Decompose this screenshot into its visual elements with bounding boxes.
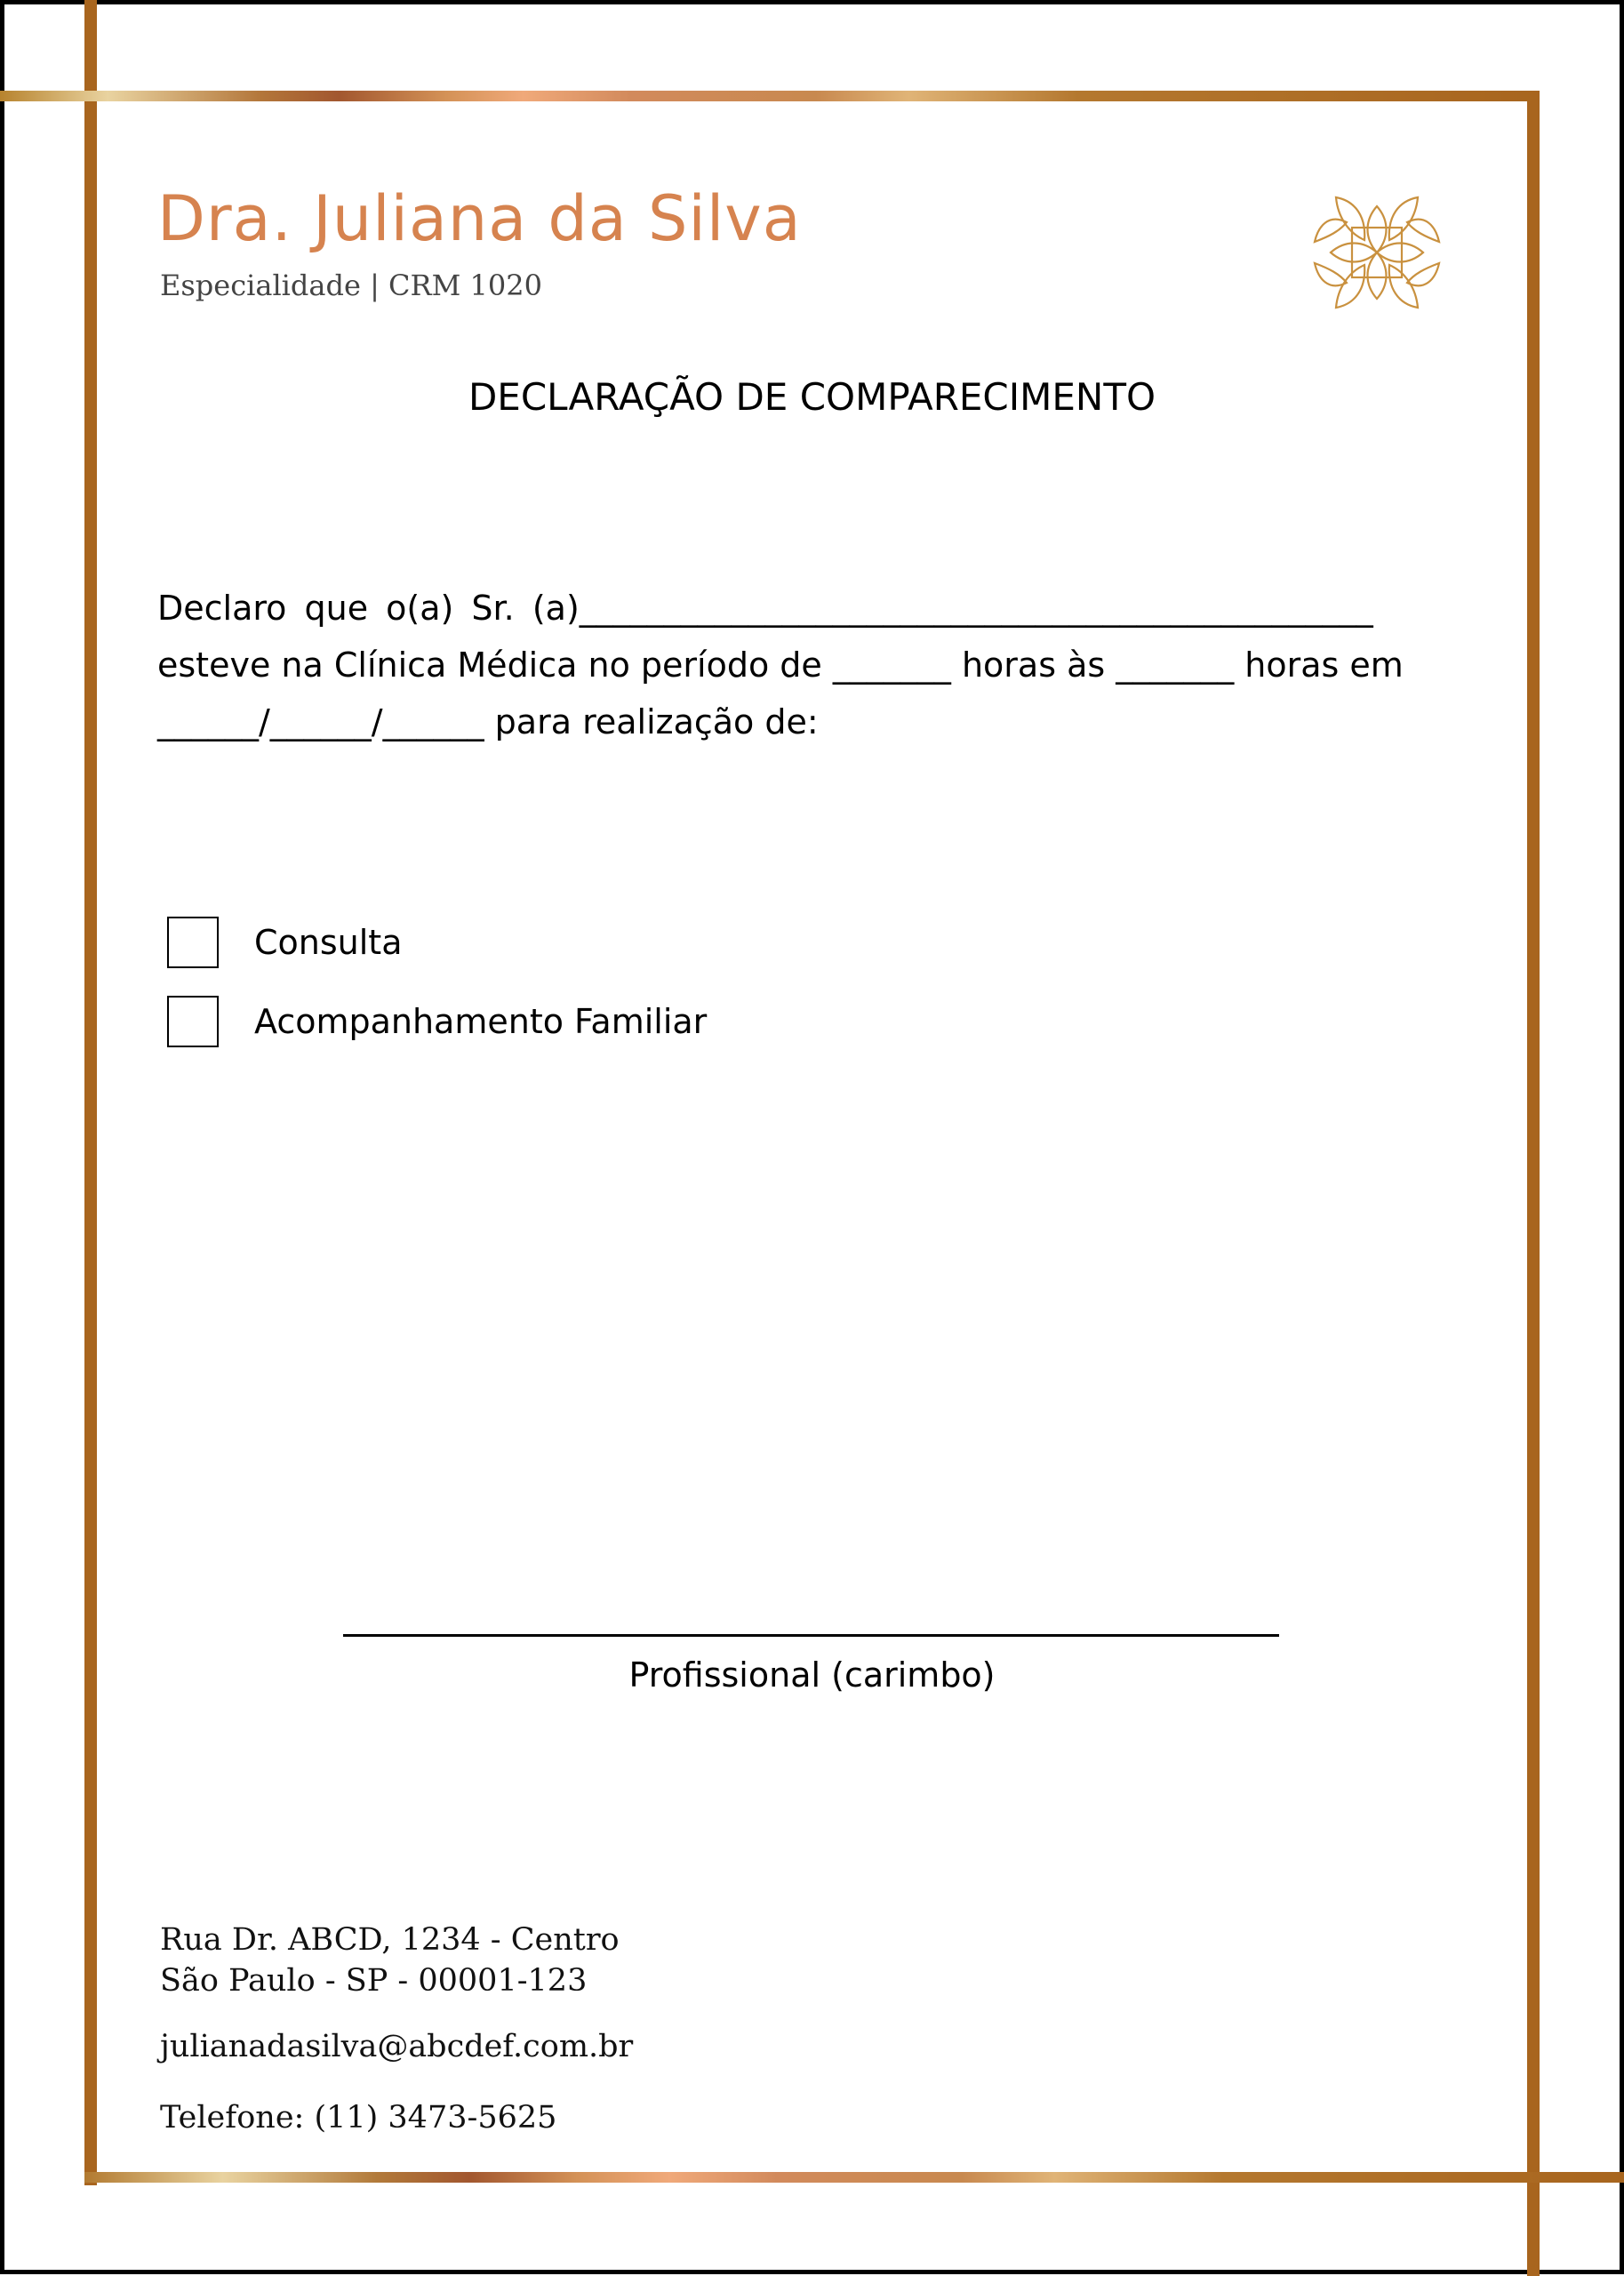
phone-text: Telefone: (11) 3473-5625 xyxy=(160,2100,557,2136)
address-line-2: São Paulo - SP - 00001-123 xyxy=(160,1963,588,1999)
frame-left-line xyxy=(84,0,97,2185)
acompanhamento-label: Acompanhamento Familiar xyxy=(254,1002,708,1041)
consulta-label: Consulta xyxy=(254,923,403,962)
declaration-line-date: ______/______/______ para realização de: xyxy=(157,702,819,741)
acompanhamento-checkbox[interactable] xyxy=(167,996,219,1047)
option-acompanhamento xyxy=(167,994,707,1049)
address-line-1: Rua Dr. ABCD, 1234 - Centro xyxy=(160,1922,620,1958)
signature-label: Profissional (carimbo) xyxy=(628,1655,996,1695)
declaration-line-name: Declaro que o(a) Sr. (a)_______________________________________________ xyxy=(157,589,1373,628)
doctor-name: Dra. Juliana da Silva xyxy=(157,182,802,255)
floral-ornament-icon xyxy=(1311,187,1443,318)
specialty-crm: Especialidade | CRM 1020 xyxy=(160,268,542,302)
email-text: julianadasilva@abcdef.com.br xyxy=(160,2029,634,2064)
frame-bottom-line xyxy=(84,2172,1624,2183)
option-consulta xyxy=(167,915,403,970)
signature-line xyxy=(343,1634,1279,1637)
frame-top-line xyxy=(0,91,1540,101)
document-title: DECLARAÇÃO DE COMPARECIMENTO xyxy=(468,375,1156,419)
consulta-checkbox[interactable] xyxy=(167,917,219,968)
declaration-line-period: esteve na Clínica Médica no período de _______ horas às _______ horas em xyxy=(157,645,1404,685)
